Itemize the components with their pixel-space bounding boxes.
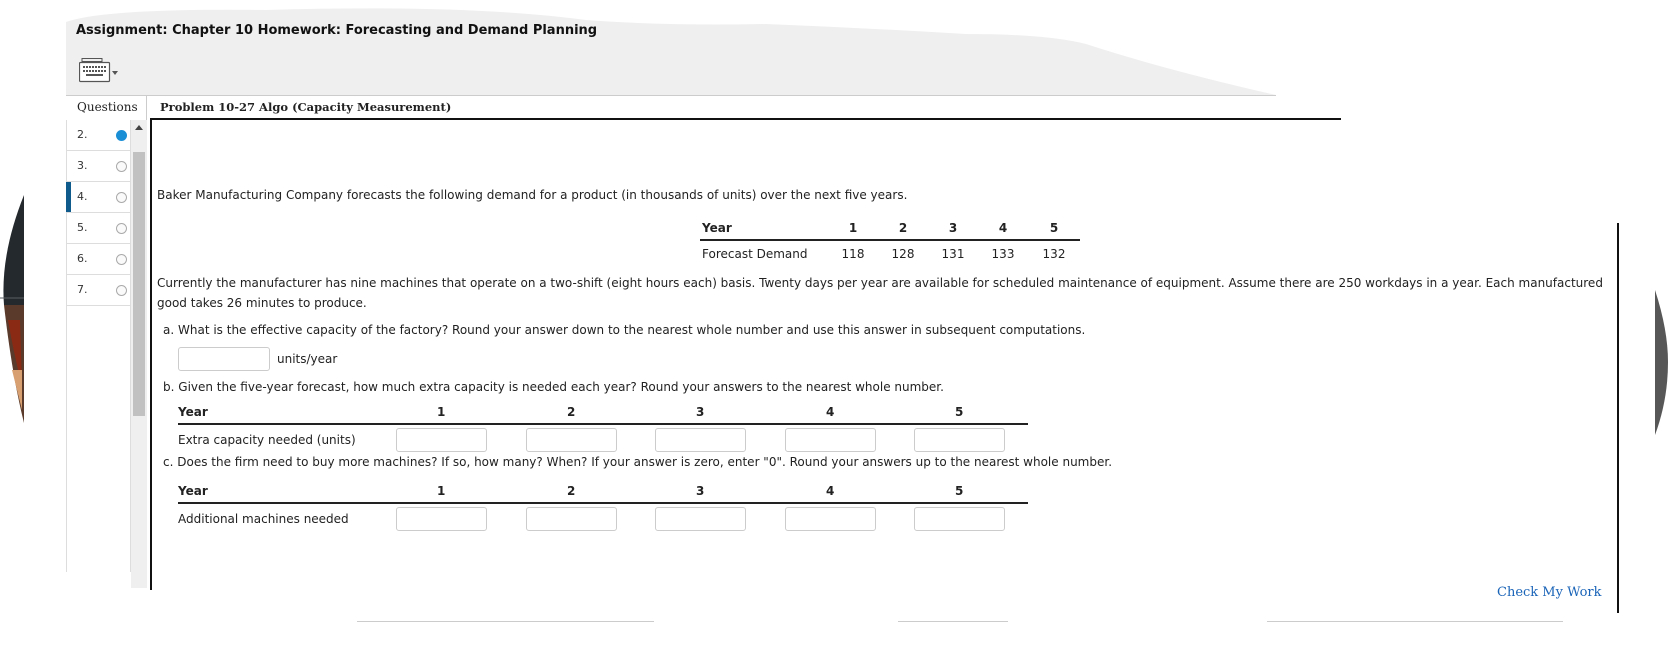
- additional-machines-year-1-input[interactable]: [396, 507, 487, 531]
- table-header-year: Year: [700, 220, 828, 240]
- question-item-7[interactable]: [67, 275, 130, 306]
- forecast-demand-table: [700, 220, 1080, 262]
- header-divider: [66, 95, 1276, 96]
- table-row: [178, 425, 1028, 453]
- question-number: 7.: [77, 283, 88, 296]
- effective-capacity-input[interactable]: [178, 347, 270, 371]
- year-header: 2: [567, 484, 576, 498]
- question-number: 3.: [77, 159, 88, 172]
- demand-value: 131: [941, 246, 965, 261]
- scrollbar-thumb[interactable]: [133, 152, 145, 416]
- problem-title: Problem 10-27 Algo (Capacity Measurement): [160, 100, 452, 114]
- year-header: 2: [878, 220, 928, 240]
- demand-value: 118: [841, 246, 865, 261]
- assignment-title: Assignment: Chapter 10 Homework: Forecasting and Demand Planning: [76, 23, 598, 38]
- year-header: 1: [437, 405, 446, 419]
- question-item-5[interactable]: [67, 213, 130, 244]
- additional-machines-year-3-input[interactable]: [655, 507, 746, 531]
- keyboard-icon: [79, 58, 123, 84]
- problem-details: Currently the manufacturer has nine machines that operate on a two-shift (eight hours each) basis. Twenty days per year are available for scheduled maintenance of equipment. Assume there are 250 workdays in a year. Each manufactured good takes 26 minutes to produce.: [157, 276, 1603, 310]
- scroll-up-arrow-icon[interactable]: [135, 125, 143, 130]
- part-c-question: [163, 455, 1112, 469]
- question-number: 6.: [77, 252, 88, 265]
- header-background: [66, 0, 1276, 96]
- question-item-2[interactable]: [67, 120, 130, 151]
- year-header: 5: [1028, 220, 1080, 240]
- chevron-down-icon: [112, 71, 118, 75]
- part-a-prefix: a.: [163, 323, 175, 337]
- unanswered-status-icon: [116, 192, 127, 203]
- demand-value: 128: [891, 246, 915, 261]
- additional-machines-year-5-input[interactable]: [914, 507, 1005, 531]
- unanswered-status-icon: [116, 223, 127, 234]
- table-header: [178, 401, 1028, 425]
- question-item-4[interactable]: [67, 182, 130, 213]
- questions-header: Questions: [66, 96, 147, 120]
- units-label: units/year: [277, 352, 338, 366]
- year-header: 4: [826, 484, 835, 498]
- background-fragment-left: [0, 195, 26, 425]
- footer-divider: [357, 621, 654, 622]
- part-b-prefix: b.: [163, 380, 175, 394]
- year-header: 3: [696, 405, 705, 419]
- table-header-year: Year: [178, 484, 208, 498]
- content-left-border: [150, 118, 152, 590]
- background-fragment-right: [1655, 290, 1668, 435]
- row-label: Forecast Demand: [702, 246, 808, 261]
- extra-capacity-year-5-input[interactable]: [914, 428, 1005, 452]
- table-row: [700, 240, 1080, 262]
- year-header: 5: [955, 484, 964, 498]
- year-header: 2: [567, 405, 576, 419]
- problem-intro: Baker Manufacturing Company forecasts the following demand for a product (in thousands of units) over the next five years.: [157, 188, 908, 202]
- row-label: Extra capacity needed (units): [178, 433, 356, 447]
- demand-value: 133: [991, 246, 1015, 261]
- answered-status-icon: [116, 130, 127, 141]
- question-item-6[interactable]: [67, 244, 130, 275]
- row-label: Additional machines needed: [178, 512, 349, 526]
- part-c-prefix: c.: [163, 455, 174, 469]
- content-right-border: [1617, 223, 1619, 613]
- table-header: [178, 480, 1028, 504]
- part-c-text: Does the firm need to buy more machines? If so, how many? When? If your answer is zero, enter "0". Round your answers up to the nearest whole number.: [177, 455, 1113, 469]
- keyboard-toolbar-button[interactable]: [79, 58, 123, 84]
- extra-capacity-table: [178, 401, 1028, 453]
- part-b-question: [163, 380, 944, 394]
- year-header: 3: [696, 484, 705, 498]
- content-top-border: [150, 118, 1341, 120]
- extra-capacity-year-2-input[interactable]: [526, 428, 617, 452]
- footer-divider: [1267, 621, 1563, 622]
- unanswered-status-icon: [116, 254, 127, 265]
- year-header: 1: [437, 484, 446, 498]
- question-list-scrollbar[interactable]: [131, 120, 147, 588]
- check-my-work-link[interactable]: Check My Work: [1497, 585, 1602, 600]
- year-header: 5: [955, 405, 964, 419]
- footer-divider: [898, 621, 1008, 622]
- part-a-text: What is the effective capacity of the factory? Round your answer down to the nearest whole number and use this answer in subsequent computations.: [178, 323, 1086, 337]
- question-number: 2.: [77, 128, 88, 141]
- additional-machines-table: [178, 480, 1028, 532]
- additional-machines-year-4-input[interactable]: [785, 507, 876, 531]
- additional-machines-year-2-input[interactable]: [526, 507, 617, 531]
- table-row: [178, 504, 1028, 532]
- extra-capacity-year-4-input[interactable]: [785, 428, 876, 452]
- question-number: 4.: [77, 190, 88, 203]
- year-header: 1: [828, 220, 878, 240]
- year-header: 3: [928, 220, 978, 240]
- question-item-3[interactable]: [67, 151, 130, 182]
- year-header: 4: [826, 405, 835, 419]
- table-header-year: Year: [178, 405, 208, 419]
- unanswered-status-icon: [116, 161, 127, 172]
- extra-capacity-year-1-input[interactable]: [396, 428, 487, 452]
- demand-value: 132: [1042, 246, 1066, 261]
- question-list: [66, 120, 131, 572]
- extra-capacity-year-3-input[interactable]: [655, 428, 746, 452]
- unanswered-status-icon: [116, 285, 127, 296]
- year-header: 4: [978, 220, 1028, 240]
- part-b-text: Given the five-year forecast, how much extra capacity is needed each year? Round your answers to the nearest whole number.: [178, 380, 944, 394]
- part-a-question: [163, 323, 1085, 337]
- question-number: 5.: [77, 221, 88, 234]
